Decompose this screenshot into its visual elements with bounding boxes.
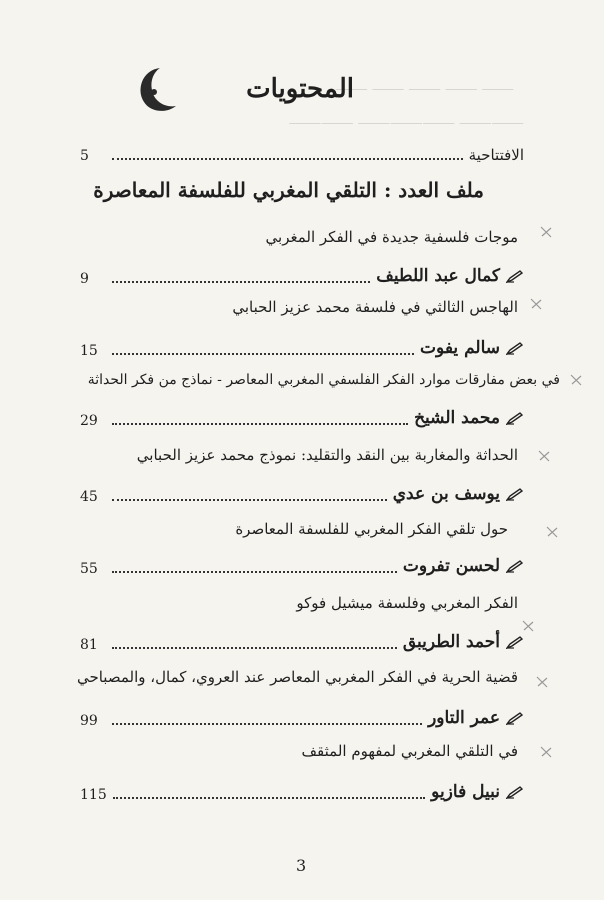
author-name	[376, 266, 524, 286]
pen-icon	[506, 411, 524, 425]
pen-icon	[506, 785, 524, 799]
pen-icon	[506, 559, 524, 573]
leader-dots	[112, 570, 397, 573]
x-mark-icon	[544, 524, 560, 540]
author-name	[403, 632, 524, 652]
leader-dots	[113, 796, 425, 799]
page-number: 115	[80, 787, 107, 803]
intro-entry[interactable]	[80, 146, 524, 164]
author-label: محمد الشيخ	[414, 408, 500, 428]
article-title: موجات فلسفية جديدة في الفكر المغربي	[265, 228, 518, 246]
leader-dots	[112, 352, 414, 355]
author-label: لحسن تفروت	[402, 556, 500, 576]
leader-dots	[112, 280, 370, 283]
leader-dots	[112, 157, 463, 160]
author-label: يوسف بن عدي	[392, 484, 500, 504]
author-name	[393, 484, 524, 504]
x-mark-icon	[528, 296, 544, 312]
page-number: 55	[80, 561, 98, 577]
toc-entry[interactable]	[80, 632, 524, 653]
pen-icon	[506, 269, 524, 283]
toc-entry[interactable]	[80, 408, 524, 429]
article-title: في التلقي المغربي لمفهوم المثقف	[301, 742, 518, 760]
toc-entry[interactable]	[80, 484, 524, 505]
author-name	[428, 708, 524, 728]
toc-entry[interactable]	[80, 266, 524, 287]
author-name	[414, 408, 524, 428]
section-title: ملف العدد : التلقي المغربي للفلسفة المعاصرة	[93, 178, 484, 202]
x-mark-icon	[536, 448, 552, 464]
toc-entry[interactable]	[80, 556, 524, 577]
author-label: نبيل فازيو	[431, 782, 500, 802]
article-title: حول تلقي الفكر المغربي للفلسفة المعاصرة	[235, 520, 508, 538]
page-number: 81	[80, 637, 98, 653]
page-number: 15	[80, 343, 98, 359]
article-title: الهاجس الثالثي في فلسفة محمد عزيز الحبابي	[232, 298, 518, 316]
pen-icon	[506, 711, 524, 725]
intro-page-number: 5	[80, 148, 89, 164]
leader-dots	[112, 422, 408, 425]
leader-dots	[112, 498, 387, 501]
folio-number: 3	[296, 856, 307, 875]
page-number: 45	[80, 489, 98, 505]
x-mark-icon	[538, 744, 554, 760]
x-mark-icon	[538, 224, 554, 240]
author-name	[431, 782, 524, 802]
article-title: الحداثة والمغاربة بين النقد والتقليد: نموذج محمد عزيز الحبابي	[136, 446, 518, 464]
article-title: قضية الحرية في الفكر المغربي المعاصر عند العروي، كمال، والمصباحي	[76, 668, 518, 686]
bleed-through-text: ⸻⸻ ⸻⸻⸻ ⸻⸻	[288, 116, 524, 131]
author-label: سالم يفوت	[420, 338, 500, 358]
pen-icon	[506, 487, 524, 501]
x-mark-icon	[534, 674, 550, 690]
crescent-icon	[130, 62, 180, 116]
page-number: 9	[80, 271, 89, 287]
article-title: في بعض مفارقات موارد الفكر الفلسفي المغربي المعاصر - نماذج من فكر الحداثة	[87, 372, 560, 388]
bleed-through-text: ⸻ ⸻ ⸻ ⸻ ⸻	[335, 82, 514, 97]
author-name	[420, 338, 524, 358]
author-label: عمر التاور	[428, 708, 500, 728]
leader-dots	[112, 646, 397, 649]
page-number: 99	[80, 713, 98, 729]
page-number: 29	[80, 413, 98, 429]
pen-icon	[506, 341, 524, 355]
author-label: أحمد الطريبق	[402, 632, 500, 652]
article-title: الفكر المغربي وفلسفة ميشيل فوكو	[296, 594, 518, 612]
author-name	[403, 556, 524, 576]
toc-entry[interactable]	[80, 782, 524, 803]
author-label: كمال عبد اللطيف	[376, 266, 500, 286]
x-mark-icon	[568, 372, 584, 388]
pen-icon	[506, 635, 524, 649]
toc-entry[interactable]	[80, 338, 524, 359]
toc-entry[interactable]	[80, 708, 524, 729]
page-title: المحتويات	[246, 74, 354, 104]
intro-label: الافتتاحية	[468, 146, 524, 164]
leader-dots	[112, 722, 422, 725]
